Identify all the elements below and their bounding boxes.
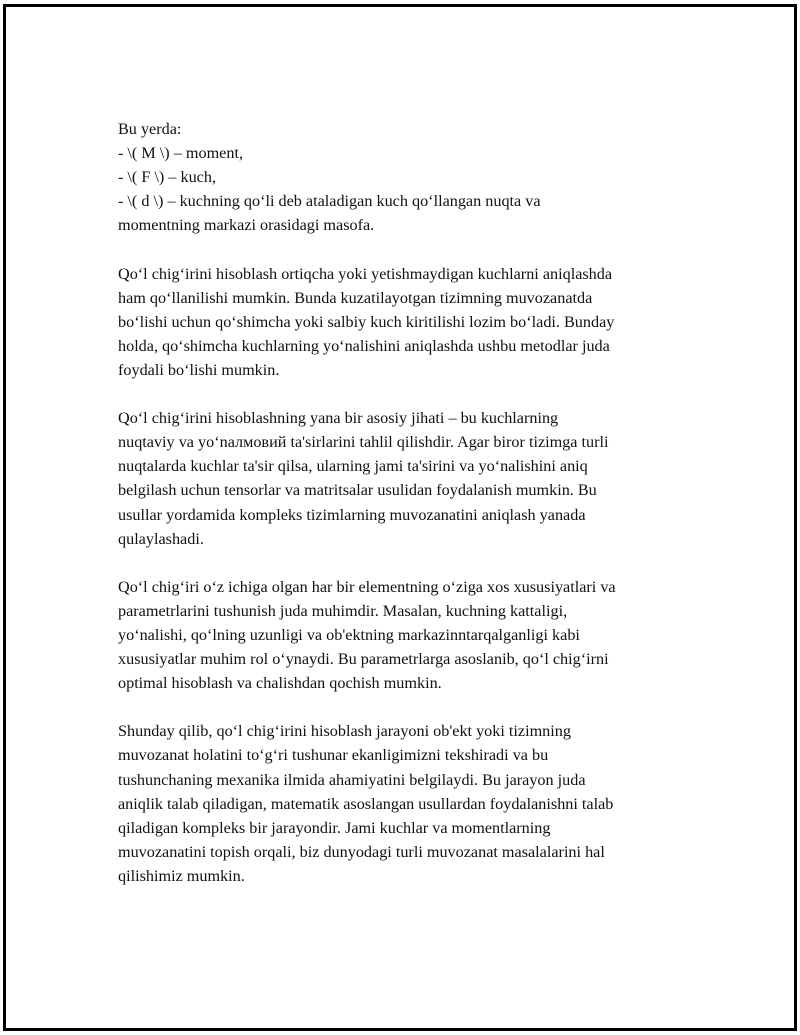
text-line: foydali bo‘lishi mumkin. [118,360,280,379]
paragraph-gap [118,551,698,575]
text-line: muvozanat holatini to‘g‘ri tushunar ekanligimizni tekshiradi va bu [118,746,549,765]
text-line: qiladigan kompleks bir jarayondir. Jami kuchlar va momentlarning [118,818,551,837]
text-line: qilishimiz mumkin. [118,866,245,885]
text-line: Qo‘l chig‘irini hisoblash ortiqcha yoki yetishmaydigan kuchlarni aniqlashda [118,264,613,283]
text-line: yo‘nalishi, qo‘lning uzunligi va ob'ektning markazinntarqalganligi kabi [118,625,580,644]
text-line: momentning markazi orasidagi masofa. [118,216,375,235]
paragraph-5 [118,719,698,888]
text-line: - \( d \) – kuchning qo‘li deb ataladigan kuch qo‘llangan nuqta va [118,192,541,211]
text-line: tushunchaning mexanika ilmida ahamiyatini belgilaydi. Bu jarayon juda [118,770,586,789]
text-line: nuqtalarda kuchlar ta'sir qilsa, ularning jami ta'sirini va yo‘nalishini aniq [118,457,588,476]
text-line: holda, qo‘shimcha kuchlarning yo‘nalishini aniqlashda ushbu metodlar juda [118,336,610,355]
text-line: - \( M \) – moment, [118,144,243,163]
paragraph-gap [118,382,698,406]
paragraph-definitions [118,117,698,237]
paragraph-3 [118,406,698,551]
text-line: Bu yerda: [118,120,182,138]
paragraph-gap [118,695,698,719]
text-line: muvozanatini topish orqali, biz dunyodagi turli muvozanat masalalarini hal [118,842,605,861]
text-line: ham qo‘llanilishi mumkin. Bunda kuzatilayotgan tizimning muvozanatda [118,288,593,307]
paragraph-gap [118,237,698,261]
paragraph-4 [118,575,698,695]
text-line: aniqlik talab qiladigan, matematik asoslangan usullardan foydalanishni talab [118,794,614,813]
text-line: Qo‘l chig‘iri o‘z ichiga olgan har bir elementning o‘ziga xos xususiyatlari va [118,577,616,596]
text-line: optimal hisoblash va chalishdan qochish mumkin. [118,674,442,693]
text-line: belgilash uchun tensorlar va matritsalar usulidan foydalanish mumkin. Bu [118,481,597,500]
text-line: - \( F \) – kuch, [118,168,217,187]
text-line: nuqtaviy va yo‘nалмовий ta'sirlarini tahlil qilishdir. Agar biror tizimga turli [118,433,609,452]
text-line: usullar yordamida kompleks tizimlarning muvozanatini aniqlash yanada [118,505,586,524]
paragraph-2 [118,262,698,382]
document-body [118,117,698,888]
text-line: xususiyatlar muhim rol o‘ynaydi. Bu parametrlarga asoslanib, qo‘l chig‘irni [118,650,609,669]
text-line: bo‘lishi uchun qo‘shimcha yoki salbiy kuch kiritilishi lozim bo‘ladi. Bunday [118,312,615,331]
text-line: Shunday qilib, qo‘l chig‘irini hisoblash jarayoni ob'ekt yoki tizimning [118,722,571,741]
text-line: qulaylashadi. [118,529,204,548]
text-line: Qo‘l chig‘irini hisoblashning yana bir asosiy jihati – bu kuchlarning [118,409,559,428]
text-line: parametrlarini tushunish juda muhimdir. Masalan, kuchning kattaligi, [118,601,568,620]
